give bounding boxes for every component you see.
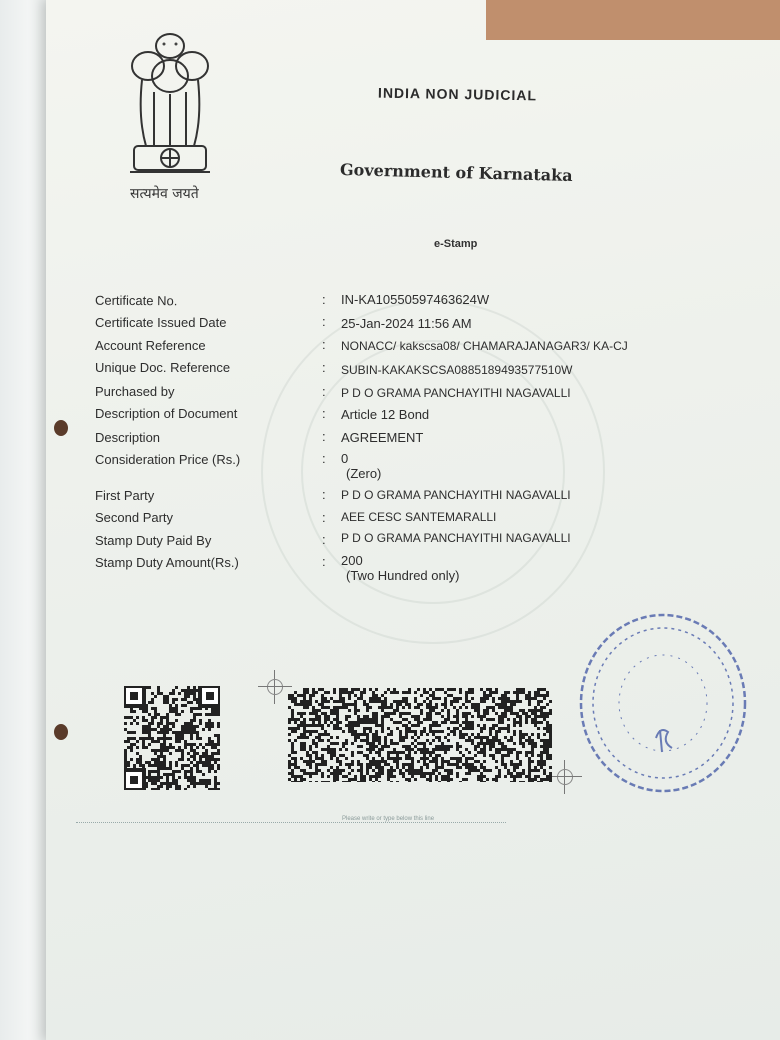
heading-government: Government of Karnataka [339,159,573,186]
field-value-first-party: P D O GRAMA PANCHAYITHI NAGAVALLI [341,488,571,502]
qr-code-icon [124,686,220,790]
field-label: Purchased by [95,384,175,399]
field-colon: : [322,337,326,352]
field-colon: : [322,554,326,569]
field-label: Unique Doc. Reference [95,360,231,375]
field-value-second-party: AEE CESC SANTEMARALLI [341,510,497,524]
field-colon: : [322,384,326,399]
field-label: Stamp Duty Amount(Rs.) [95,555,239,570]
field-colon: : [322,532,326,547]
field-value-consideration-price: 0 [341,451,349,466]
field-colon: : [322,487,326,502]
field-label: Description [95,430,161,445]
heading-india-non-judicial: INDIA NON JUDICIAL [377,84,538,104]
field-label: Certificate No. [94,292,178,309]
binding-hole [54,420,68,436]
field-value-purchased-by: P D O GRAMA PANCHAYITHI NAGAVALLI [341,386,571,400]
field-label: Account Reference [95,338,206,353]
field-label: Description of Document [95,406,238,421]
field-value-consideration-words: (Zero) [346,466,382,481]
field-colon: : [322,429,326,444]
background-surface [486,0,780,40]
ashoka-emblem-icon [120,18,220,198]
field-value-stamp-duty-amount: 200 [341,553,363,568]
registration-mark-icon [258,670,292,704]
binding-hole [54,724,68,740]
2d-barcode-icon [288,688,552,782]
field-value-unique-doc-reference: SUBIN-KAKAKSCSA0885189493577510W [341,363,573,377]
field-colon: : [322,510,326,525]
field-label: Consideration Price (Rs.) [95,452,241,467]
field-label: First Party [95,488,155,503]
field-colon: : [322,314,326,329]
field-value-stamp-duty-paid-by: P D O GRAMA PANCHAYITHI NAGAVALLI [341,531,571,545]
heading-estamp: e-Stamp [434,238,478,250]
field-value-certificate-no: IN-KA10550597463624W [341,292,490,307]
separator-line [76,822,506,823]
field-colon: : [322,292,326,307]
field-value-account-reference: NONACC/ kakscsa08/ CHAMARAJANAGAR3/ KA-CJ [341,339,628,353]
round-seal-stamp-icon [576,608,750,798]
field-label: Certificate Issued Date [95,315,227,330]
field-value-document-description: Article 12 Bond [341,407,430,422]
field-label: Stamp Duty Paid By [95,533,212,548]
field-value-issue-date: 25-Jan-2024 11:56 AM [341,316,472,331]
footer-note: Please write or type below this line [342,816,435,822]
field-value-stamp-duty-words: (Two Hundred only) [346,568,460,583]
national-motto: सत्यमेव जयते [130,186,199,202]
field-value-description: AGREEMENT [341,430,424,445]
field-colon: : [322,451,326,466]
field-colon: : [322,406,326,421]
field-colon: : [322,360,326,375]
field-label: Second Party [95,510,174,525]
